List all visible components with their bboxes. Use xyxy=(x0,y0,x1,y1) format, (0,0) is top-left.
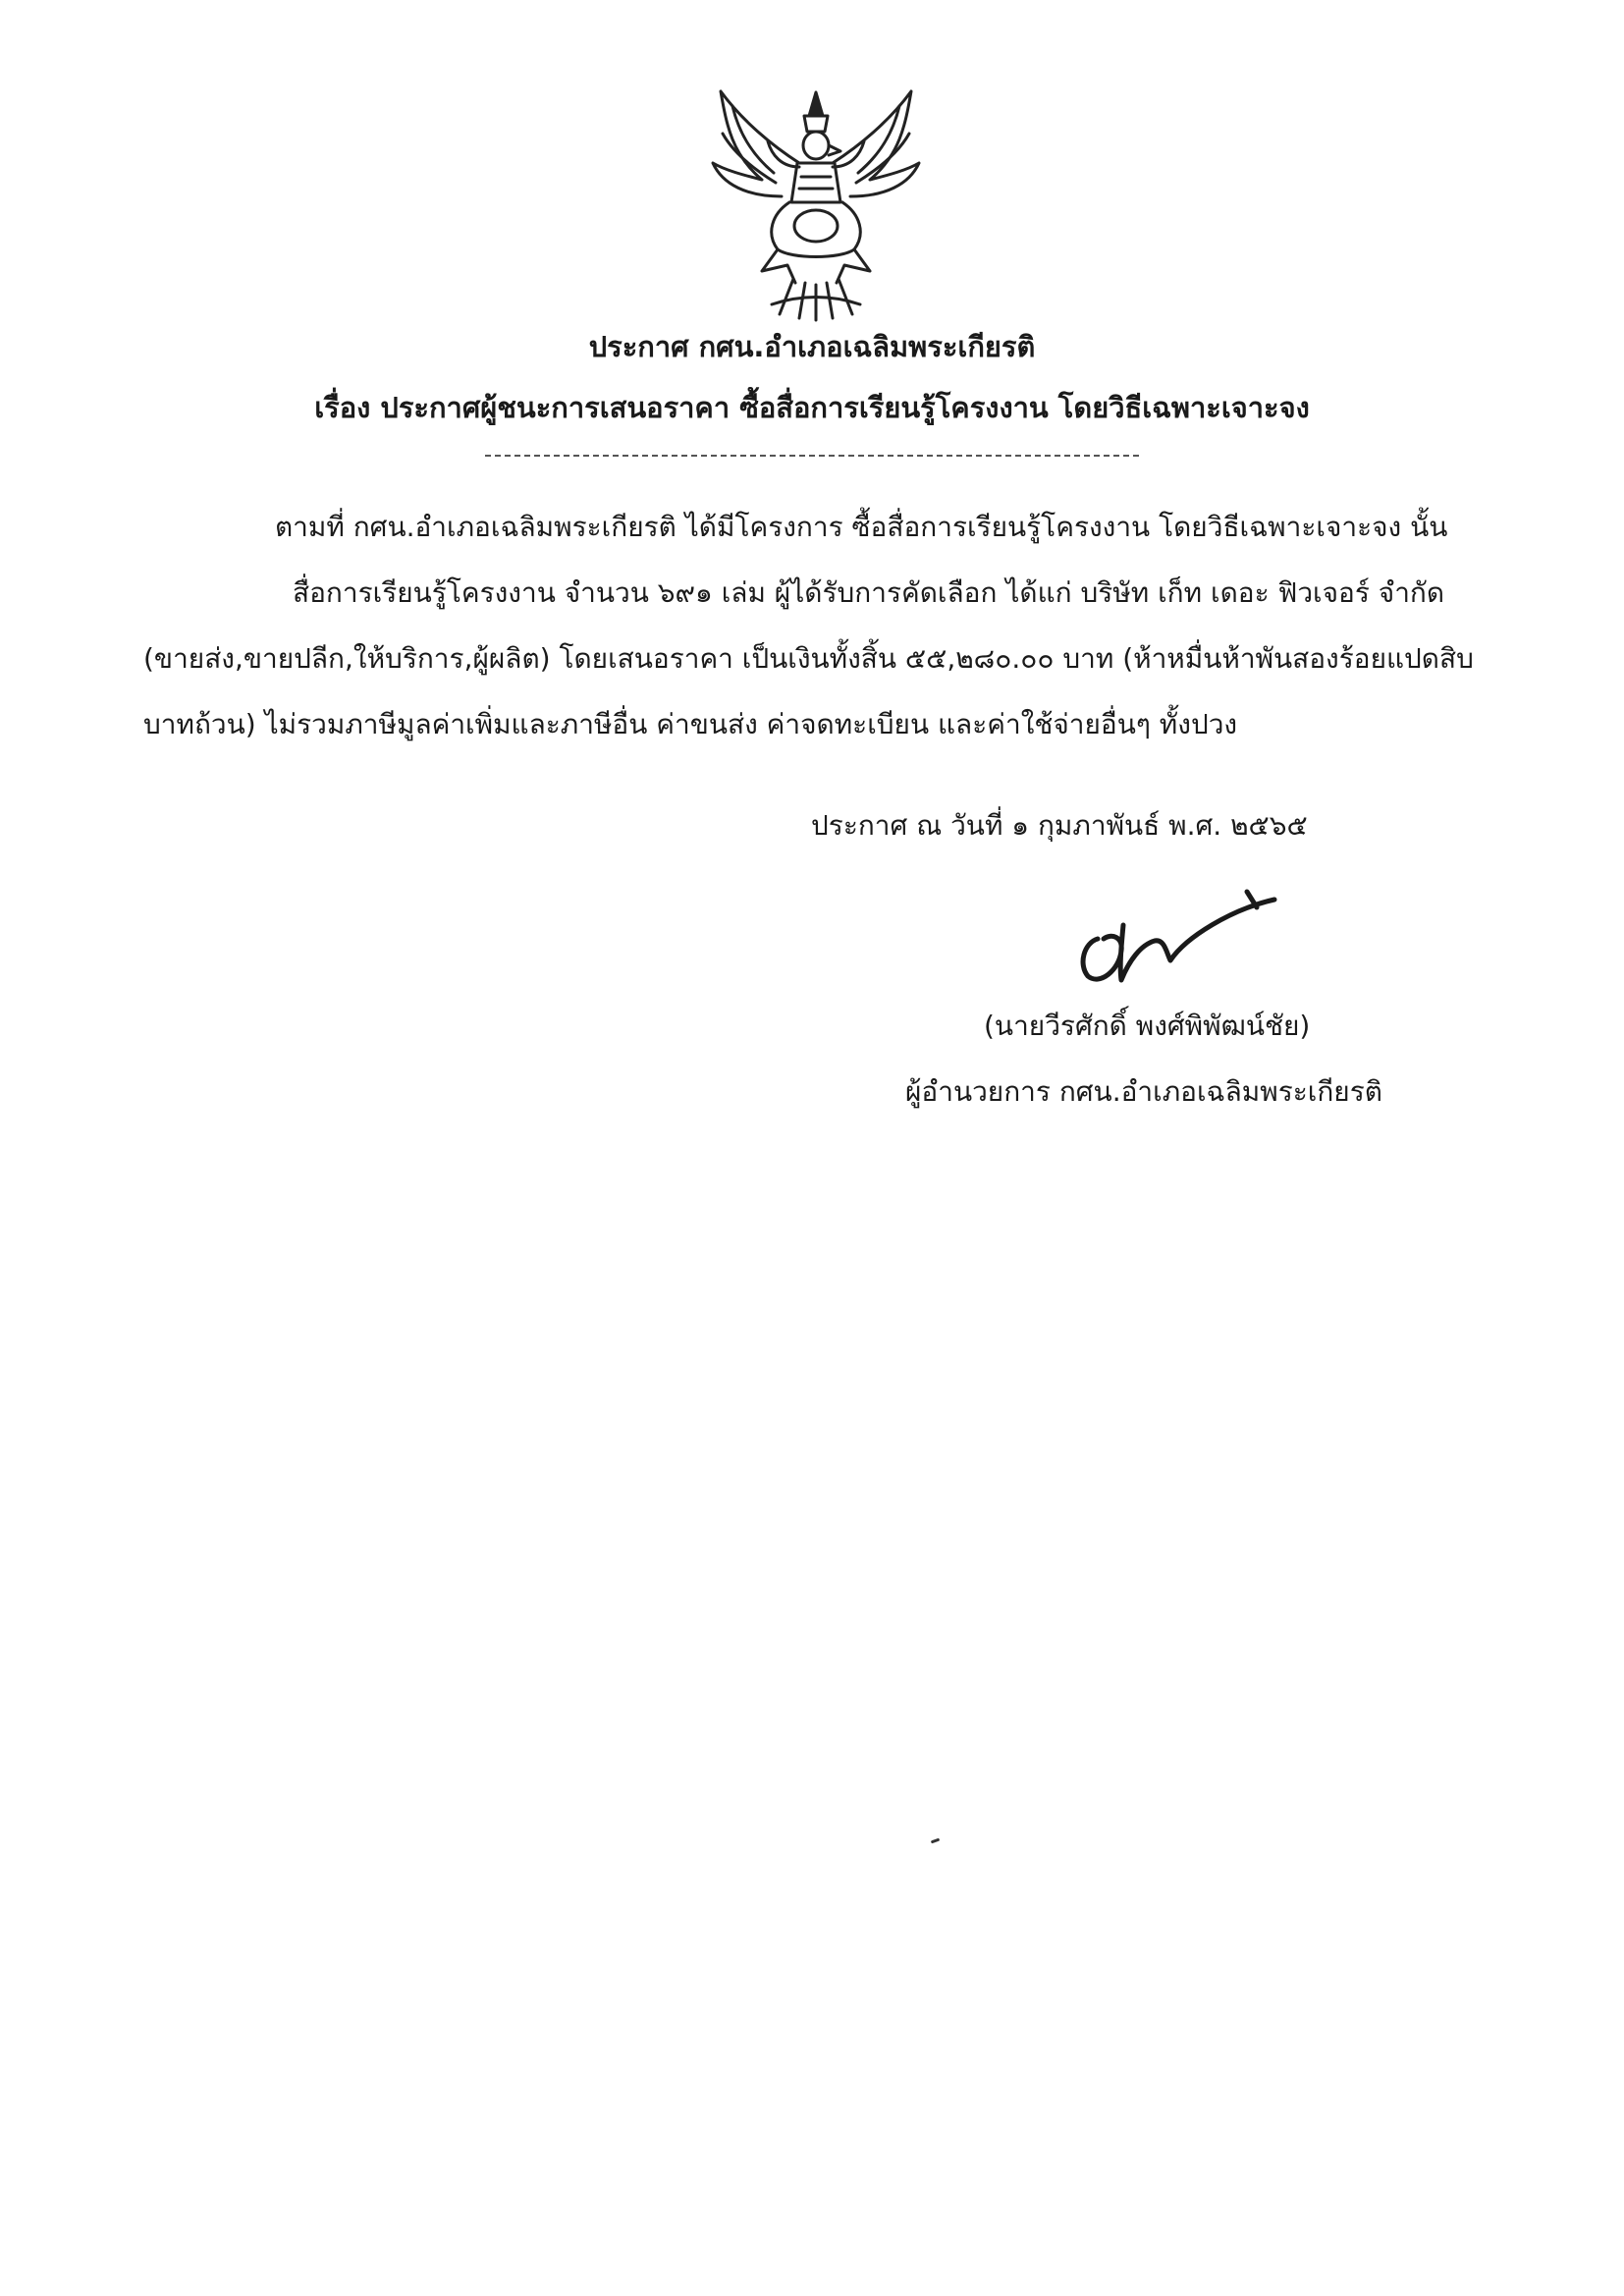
title-divider xyxy=(485,455,1139,457)
signer-name: (นายวีรศักดิ์ พงศ์พิพัฒน์ชัย) xyxy=(984,1010,1311,1042)
garuda-emblem-icon xyxy=(703,86,929,322)
signer-position: ผู้อำนวยการ กศน.อำเภอเฉลิมพระเกียรติ xyxy=(905,1075,1382,1108)
body-line-1: ตามที่ กศน.อำเภอเฉลิมพระเกียรติ ได้มีโครงการ ซื้อสื่อการเรียนรู้โครงงาน โดยวิธีเฉพาะเจาะจง นั้น xyxy=(275,511,1448,543)
announcement-title: ประกาศ กศน.อำเภอเฉลิมพระเกียรติ xyxy=(588,330,1036,363)
scan-speck xyxy=(931,1838,940,1844)
body-line-2: สื่อการเรียนรู้โครงงาน จำนวน ๖๙๑ เล่ม ผู้ได้รับการคัดเลือก ได้แก่ บริษัท เก็ท เดอะ ฟิวเจอร์ จำกัด xyxy=(293,576,1445,609)
body-line-3: (ขายส่ง,ขายปลีก,ให้บริการ,ผู้ผลิต) โดยเสนอราคา เป็นเงินทั้งสิ้น ๕๕,๒๘๐.๐๐ บาท (ห้าหมื่นห้าพันสองร้อยแปดสิบ xyxy=(143,642,1474,675)
handwritten-signature xyxy=(1064,882,1280,990)
announcement-date: ประกาศ ณ วันที่ ๑ กุมภาพันธ์ พ.ศ. ๒๕๖๕ xyxy=(811,809,1308,842)
announcement-subject: เรื่อง ประกาศผู้ชนะการเสนอราคา ซื้อสื่อการเรียนรู้โครงงาน โดยวิธีเฉพาะเจาะจง xyxy=(314,391,1310,424)
body-line-4: บาทถ้วน) ไม่รวมภาษีมูลค่าเพิ่มและภาษีอื่น ค่าขนส่ง ค่าจดทะเบียน และค่าใช้จ่ายอื่นๆ ทั้งปวง xyxy=(143,708,1238,740)
